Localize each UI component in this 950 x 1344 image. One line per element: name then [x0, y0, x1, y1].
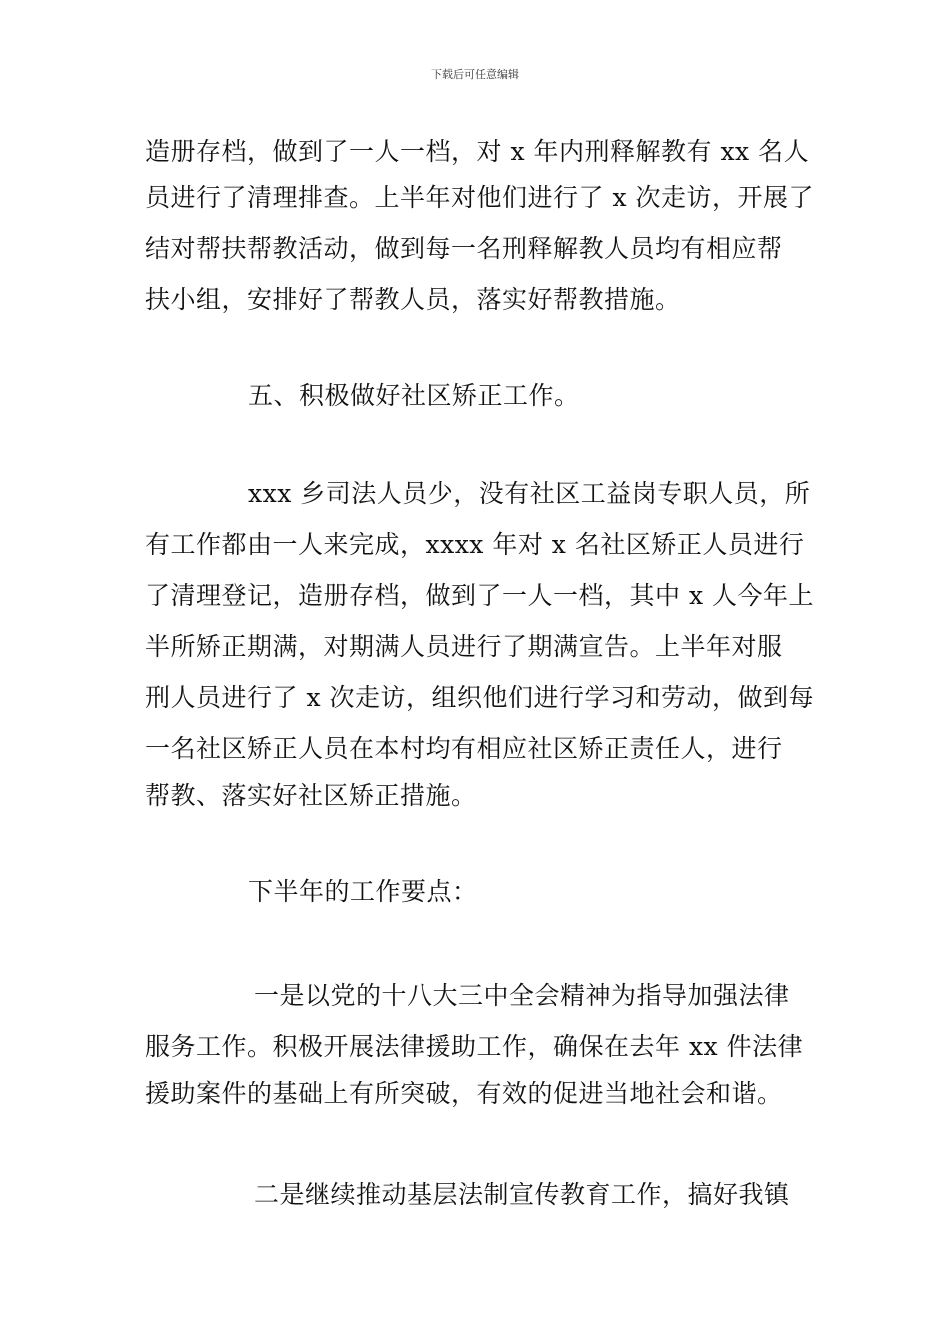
body-line: 扶小组，安排好了帮教人员，落实好帮教措施。 — [145, 285, 681, 314]
body-line: 了清理登记，造册存档，做到了一人一档，其中 x 人今年上 — [145, 581, 814, 610]
body-line: 半所矫正期满，对期满人员进行了期满宣告。上半年对服 — [145, 632, 783, 661]
page-header-note: 下载后可任意编辑 — [431, 68, 519, 81]
section-heading: 下半年的工作要点： — [248, 877, 478, 906]
paragraph-first-line: xxx 乡司法人员少，没有社区工益岗专职人员，所 — [248, 479, 811, 508]
body-line: 一名社区矫正人员在本村均有相应社区矫正责任人，进行 — [145, 734, 783, 763]
body-line: 结对帮扶帮教活动，做到每一名刑释解教人员均有相应帮 — [145, 234, 783, 263]
body-line: 帮教、落实好社区矫正措施。 — [145, 781, 477, 810]
paragraph-first-line: 二是继续推动基层法制宣传教育工作，搞好我镇 — [254, 1180, 790, 1209]
body-line: 有工作都由一人来完成，xxxx 年对 x 名社区矫正人员进行 — [145, 530, 805, 559]
section-heading: 五、积极做好社区矫正工作。 — [248, 381, 580, 410]
body-line: 员进行了清理排查。上半年对他们进行了 x 次走访，开展了 — [145, 183, 814, 212]
body-line: 服务工作。积极开展法律援助工作，确保在去年 xx 件法律 — [145, 1032, 804, 1061]
body-line: 造册存档，做到了一人一档，对 x 年内刑释解教有 xx 名人 — [145, 137, 810, 166]
paragraph-first-line: 一是以党的十八大三中全会精神为指导加强法律 — [254, 981, 790, 1010]
body-line: 刑人员进行了 x 次走访，组织他们进行学习和劳动，做到每 — [145, 683, 814, 712]
body-line: 援助案件的基础上有所突破，有效的促进当地社会和谐。 — [145, 1079, 783, 1108]
